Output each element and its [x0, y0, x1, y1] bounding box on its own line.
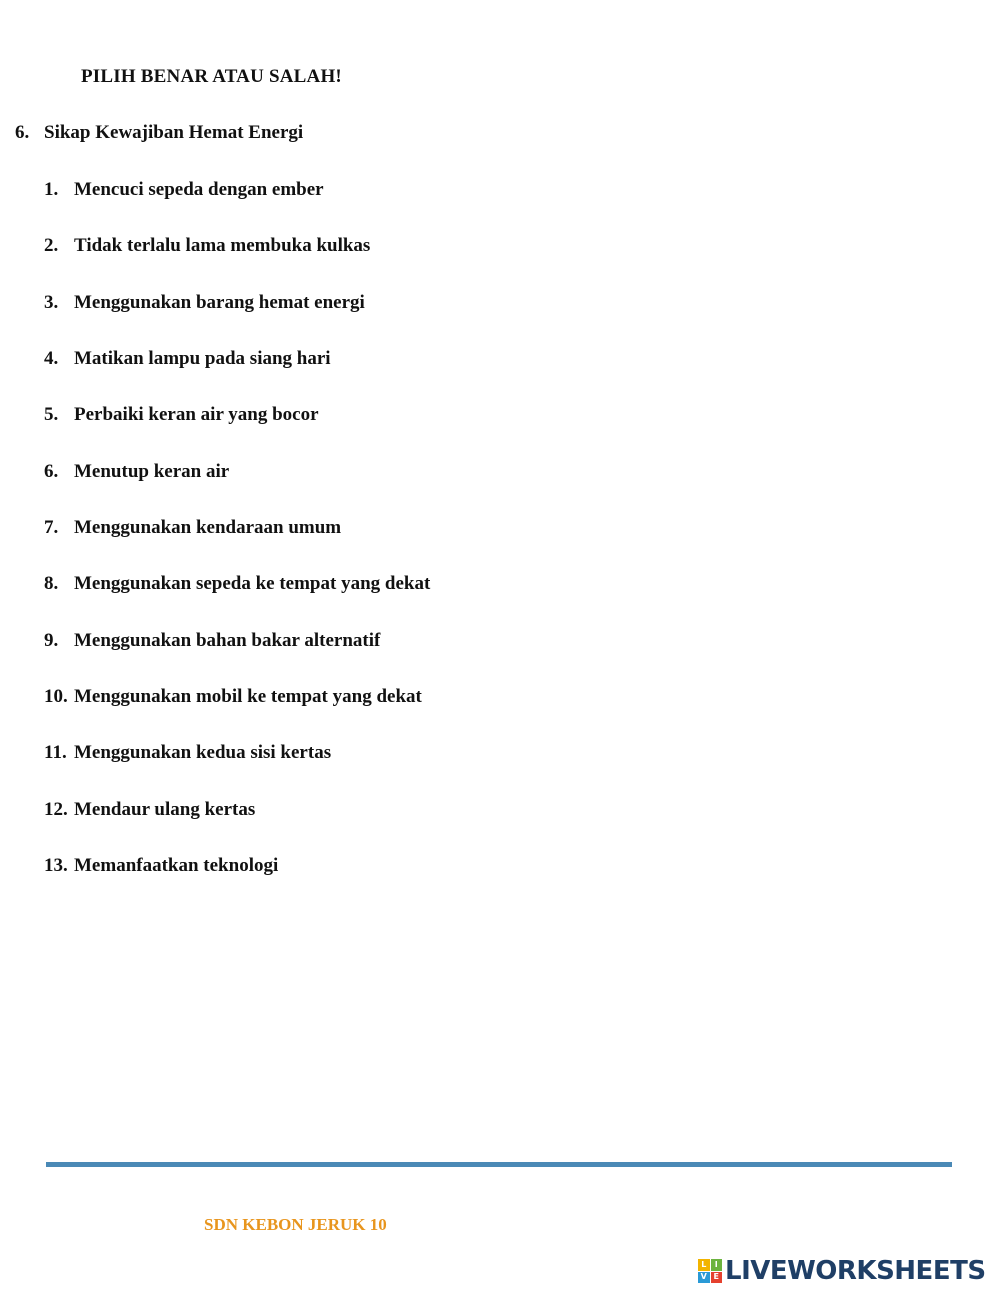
statement-item-12: [44, 798, 430, 854]
logo-letter-e: E: [711, 1272, 723, 1284]
footer-divider: [46, 1162, 952, 1167]
statement-text: Mencuci sepeda dengan ember: [74, 179, 324, 200]
statement-text: Menutup keran air: [74, 460, 230, 482]
statement-number: 4.: [44, 347, 59, 369]
statement-number: 10.: [44, 685, 68, 707]
statement-number: 6.: [44, 460, 59, 482]
statement-number: 2.: [44, 235, 59, 257]
statement-item-8: [44, 572, 430, 628]
liveworksheets-wordmark: LIVEWORKSHEETS: [725, 1256, 986, 1286]
worksheet-title: PILIH BENAR ATAU SALAH!: [81, 66, 342, 87]
statement-text: Menggunakan mobil ke tempat yang dekat: [74, 685, 422, 707]
statement-item-9: [44, 629, 430, 685]
statement-number: 3.: [44, 291, 59, 313]
statement-item-3: [44, 291, 430, 347]
statement-number: 7.: [44, 516, 59, 538]
statement-text: Menggunakan kedua sisi kertas: [74, 742, 332, 764]
statement-text: Mendaur ulang kertas: [74, 798, 256, 820]
statement-text: Memanfaatkan teknologi: [74, 854, 279, 876]
statement-number: 9.: [44, 629, 59, 651]
statement-item-1: [44, 178, 430, 234]
statement-item-4: [44, 347, 430, 403]
statement-item-2: [44, 234, 430, 290]
liveworksheets-logo-icon: [698, 1259, 722, 1283]
statement-number: 8.: [44, 573, 59, 595]
statement-number: 1.: [44, 179, 59, 200]
school-name: SDN KEBON JERUK 10: [204, 1215, 387, 1234]
statement-item-11: [44, 741, 430, 797]
statement-number: 13.: [44, 854, 68, 876]
statement-text: Matikan lampu pada siang hari: [74, 347, 331, 369]
statement-item-13: [44, 854, 430, 910]
statement-text: Tidak terlalu lama membuka kulkas: [74, 235, 371, 257]
logo-letter-i: I: [711, 1259, 723, 1271]
statement-number: 11.: [44, 742, 67, 764]
statement-text: Menggunakan barang hemat energi: [74, 291, 365, 313]
statement-number: 5.: [44, 404, 59, 426]
logo-letter-l: L: [698, 1259, 710, 1271]
statement-item-10: [44, 685, 430, 741]
statement-item-5: [44, 403, 430, 459]
statement-text: Menggunakan kendaraan umum: [74, 516, 342, 538]
statement-item-6: [44, 460, 430, 516]
statement-number: 12.: [44, 798, 68, 820]
logo-letter-v: V: [698, 1272, 710, 1284]
statement-text: Menggunakan bahan bakar alternatif: [74, 629, 381, 651]
statement-item-7: [44, 516, 430, 572]
section-heading: [15, 122, 303, 144]
liveworksheets-brand: [698, 1256, 986, 1286]
statement-list: [44, 178, 430, 910]
statement-text: Perbaiki keran air yang bocor: [74, 404, 319, 426]
section-number: 6.: [15, 122, 30, 143]
statement-text: Menggunakan sepeda ke tempat yang dekat: [74, 573, 431, 595]
section-heading-text: Sikap Kewajiban Hemat Energi: [44, 122, 304, 143]
